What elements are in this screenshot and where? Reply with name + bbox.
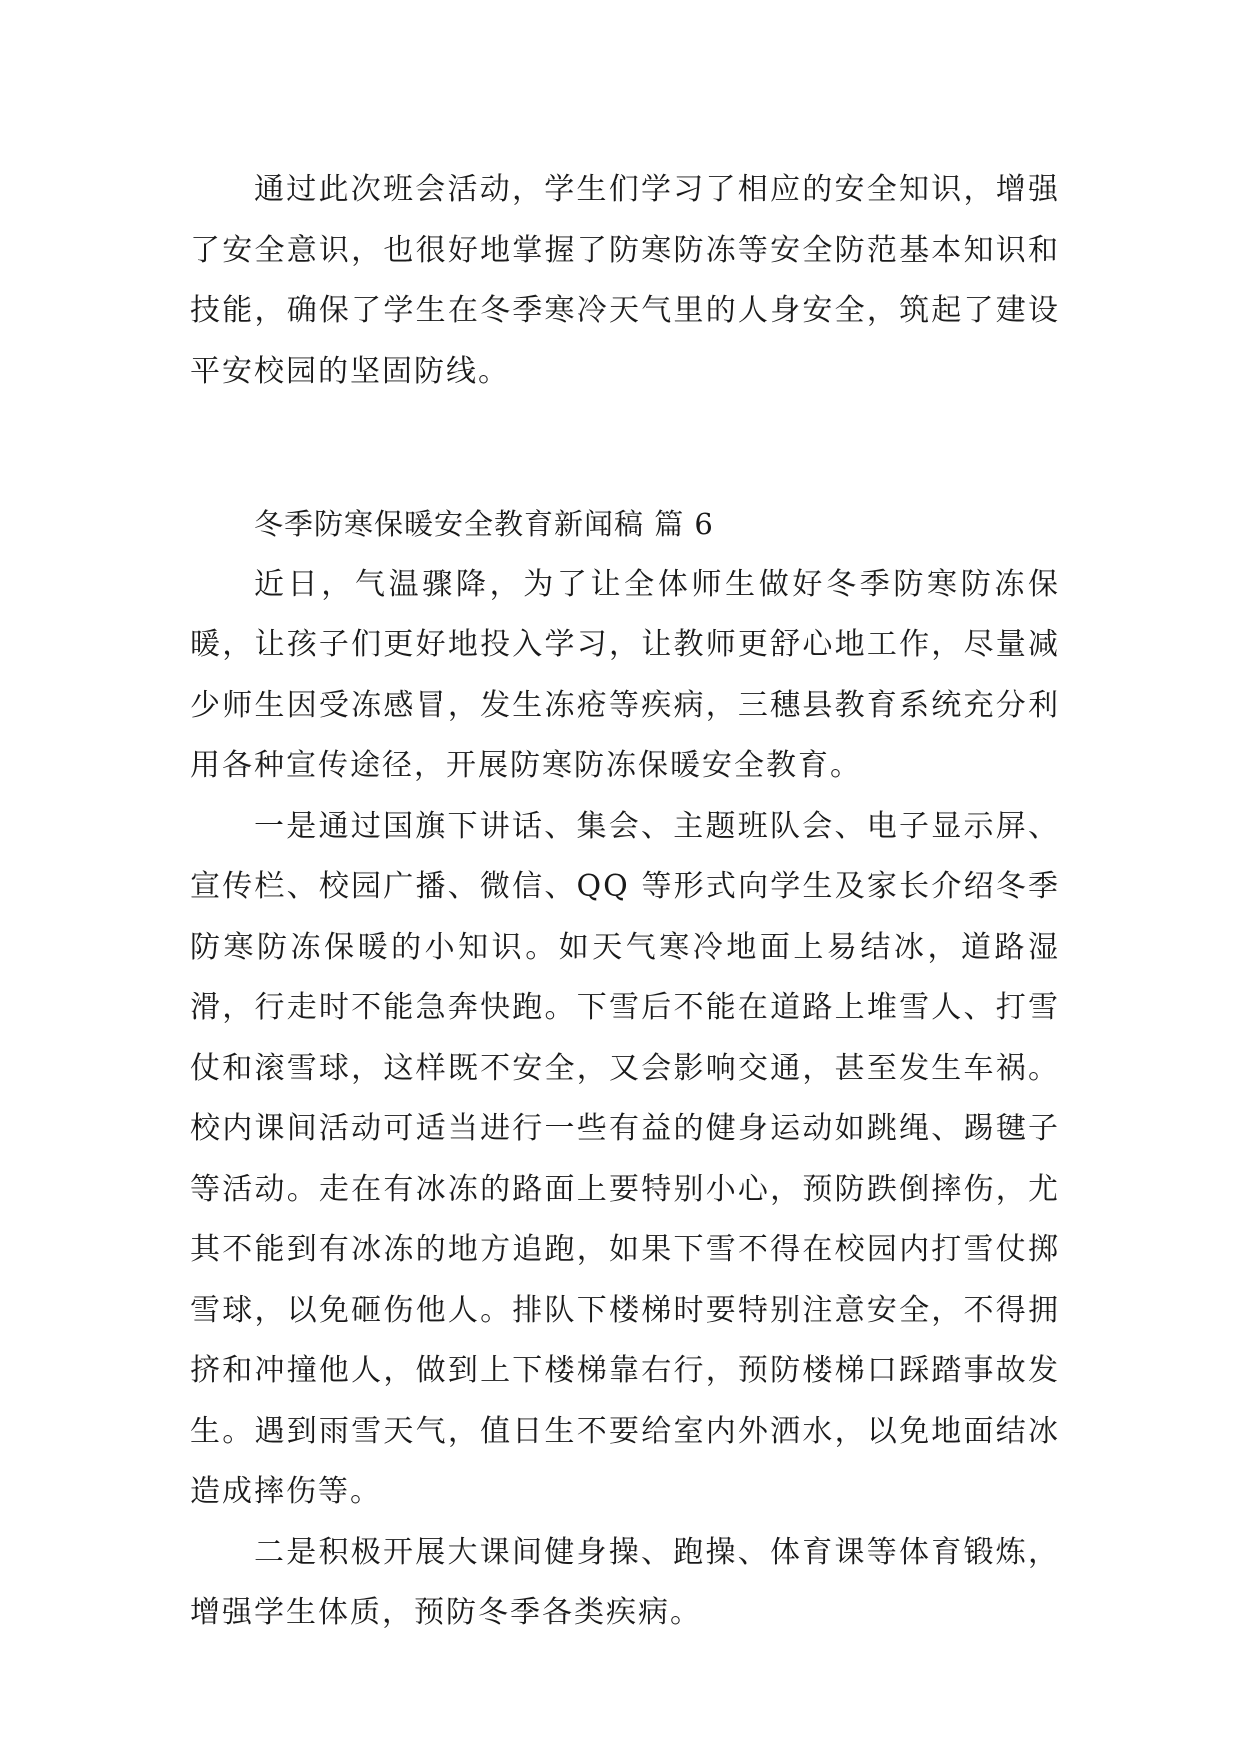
document-body bbox=[190, 160, 1060, 1644]
paragraph-measure-one: 一是通过国旗下讲话、集会、主题班队会、电子显示屏、宣传栏、校园广播、微信、QQ 等形式向学生及家长介绍冬季防寒防冻保暖的小知识。如天气寒冷地面上易结冰，道路湿滑，行走时不能急奔快跑。下雪后不能在道路上堆雪人、打雪仗和滚雪球，这样既不安全，又会影响交通，甚至发生车祸。校内课间活动可适当进行一些有益的健身运动如跳绳、踢毽子等活动。走在有冰冻的路面上要特别小心，预防跌倒摔伤，尤其不能到有冰冻的地方追跑，如果下雪不得在校园内打雪仗掷雪球，以免砸伤他人。排队下楼梯时要特别注意安全，不得拥挤和冲撞他人，做到上下楼梯靠右行，预防楼梯口踩踏事故发生。遇到雨雪天气，值日生不要给室内外洒水，以免地面结冰造成摔伤等。 bbox=[190, 808, 1060, 1509]
paragraph-activity-summary: 通过此次班会活动，学生们学习了相应的安全知识，增强了安全意识，也很好地掌握了防寒防冻等安全防范基本知识和技能，确保了学生在冬季寒冷天气里的人身安全，筑起了建设平安校园的坚固防线。 bbox=[190, 172, 1060, 389]
paragraph-intro: 近日，气温骤降，为了让全体师生做好冬季防寒防冻保暖，让孩子们更好地投入学习，让教师更舒心地工作，尽量减少师生因受冻感冒，发生冻疮等疾病，三穗县教育系统充分利用各种宣传途径，开展防寒防冻保暖安全教育。 bbox=[190, 566, 1060, 783]
section-spacer bbox=[190, 402, 1060, 494]
paragraph-measure-two: 二是积极开展大课间健身操、跑操、体育课等体育锻炼，增强学生体质，预防冬季各类疾病。 bbox=[190, 1534, 1060, 1630]
section-title: 冬季防寒保暖安全教育新闻稿 篇 6 bbox=[254, 507, 714, 541]
